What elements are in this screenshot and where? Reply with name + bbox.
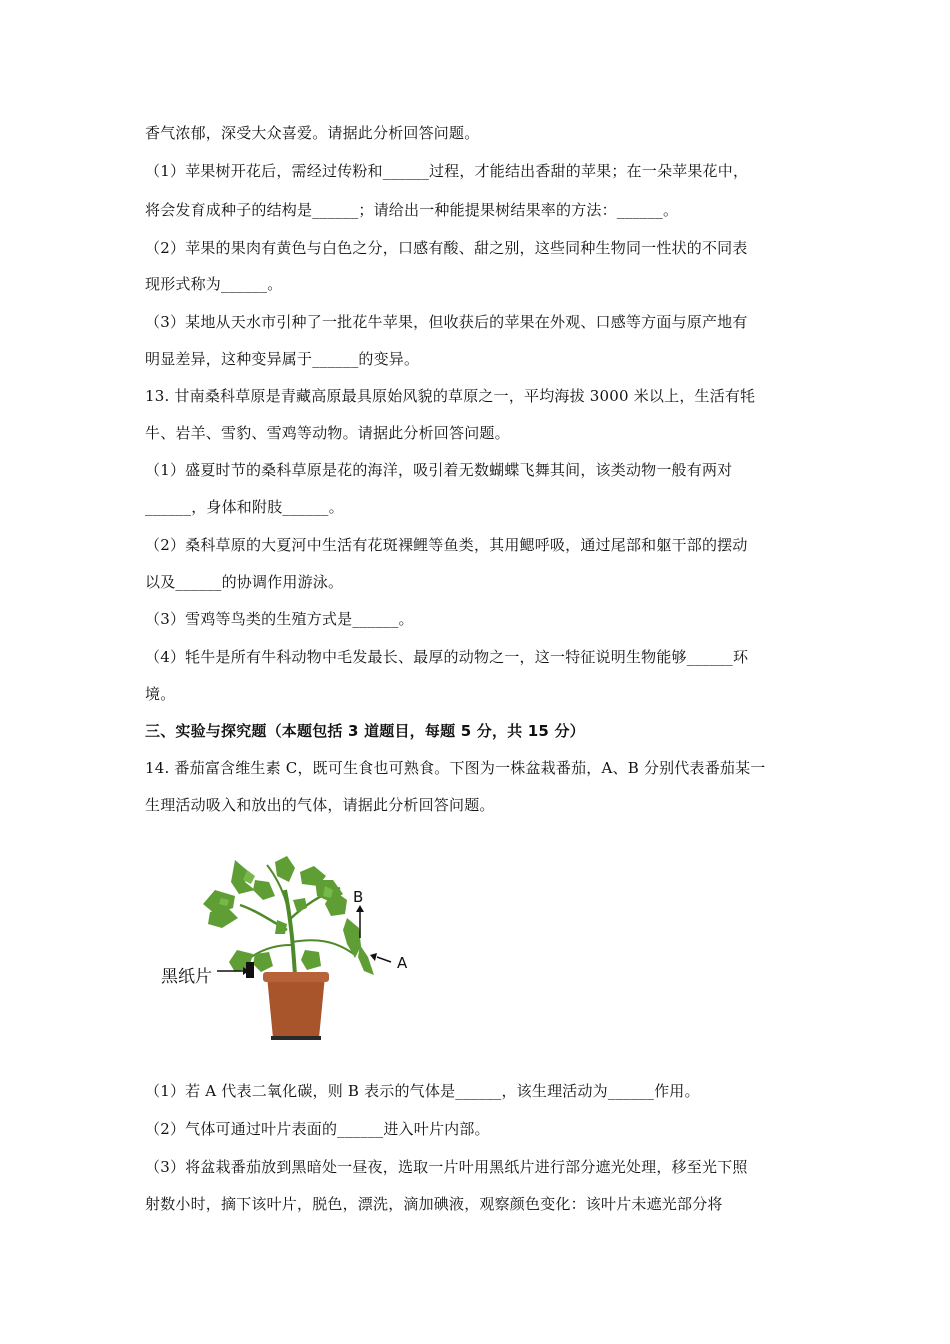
question-14-3-line-2: 射数小时，摘下该叶片，脱色，漂洗，滴加碘液，观察颜色变化：该叶片未遮光部分将 (145, 1195, 723, 1213)
black-paper-label: 黑纸片 (161, 967, 212, 987)
question-13-3: （3）雪鸡等鸟类的生殖方式是______。 (145, 610, 414, 628)
question-14-stem-line-1: 14. 番茄富含维生素 C，既可生食也可熟食。下图为一株盆栽番茄，A、B 分别代表番茄某一 (145, 759, 766, 777)
question-12-3-line-1: （3）某地从天水市引种了一批花牛苹果，但收获后的苹果在外观、口感等方面与原产地有 (145, 313, 748, 331)
question-13-4-line-2: 境。 (145, 685, 176, 703)
label-a: A (397, 954, 408, 972)
question-12-2-line-2: 现形式称为______。 (145, 275, 283, 293)
question-13-1-line-1: （1）盛夏时节的桑科草原是花的海洋，吸引着无数蝴蝶飞舞其间，该类动物一般有两对 (145, 461, 733, 479)
section-3-heading: 三、实验与探究题（本题包括 3 道题目，每题 5 分，共 15 分） (145, 722, 585, 740)
question-13-stem-line-2: 牛、岩羊、雪豹、雪鸡等动物。请据此分析回答问题。 (145, 424, 510, 442)
question-14-stem-line-2: 生理活动吸入和放出的气体，请据此分析回答问题。 (145, 796, 495, 814)
question-12-1-line-2: 将会发育成种子的结构是______；请给出一种能提果树结果率的方法：______。 (145, 201, 679, 219)
question-12-2-line-1: （2）苹果的果肉有黄色与白色之分，口感有酸、甜之别，这些同种生物同一性状的不同表 (145, 239, 748, 257)
question-12-3-line-2: 明显差异，这种变异属于______的变异。 (145, 350, 420, 368)
text-line-1: 香气浓郁，深受大众喜爱。请据此分析回答问题。 (145, 124, 480, 142)
potted-tomato-illustration (155, 850, 425, 1050)
question-13-1-line-2: ______，身体和附肢______。 (145, 498, 344, 516)
question-13-4-line-1: （4）牦牛是所有牛科动物中毛发最长、最厚的动物之一，这一特征说明生物能够______环 (145, 648, 749, 666)
question-12-1-line-1: （1）苹果树开花后，需经过传粉和______过程，才能结出香甜的苹果；在一朵苹果花中， (145, 162, 749, 180)
question-13-2-line-1: （2）桑科草原的大夏河中生活有花斑裸鲤等鱼类，其用鳃呼吸，通过尾部和躯干部的摆动 (145, 536, 748, 554)
question-13-2-line-2: 以及______的协调作用游泳。 (145, 573, 344, 591)
question-13-stem-line-1: 13. 甘南桑科草原是青藏高原最具原始风貌的草原之一，平均海拔 3000 米以上，生活有牦 (145, 387, 756, 405)
potted-tomato-figure (155, 850, 425, 1050)
question-14-3-line-1: （3）将盆栽番茄放到黑暗处一昼夜，选取一片叶用黑纸片进行部分遮光处理，移至光下照 (145, 1158, 748, 1176)
label-b: B (353, 888, 364, 906)
question-14-1: （1）若 A 代表二氧化碳，则 B 表示的气体是______，该生理活动为______作用。 (145, 1082, 700, 1100)
question-14-2: （2）气体可通过叶片表面的______进入叶片内部。 (145, 1120, 490, 1138)
